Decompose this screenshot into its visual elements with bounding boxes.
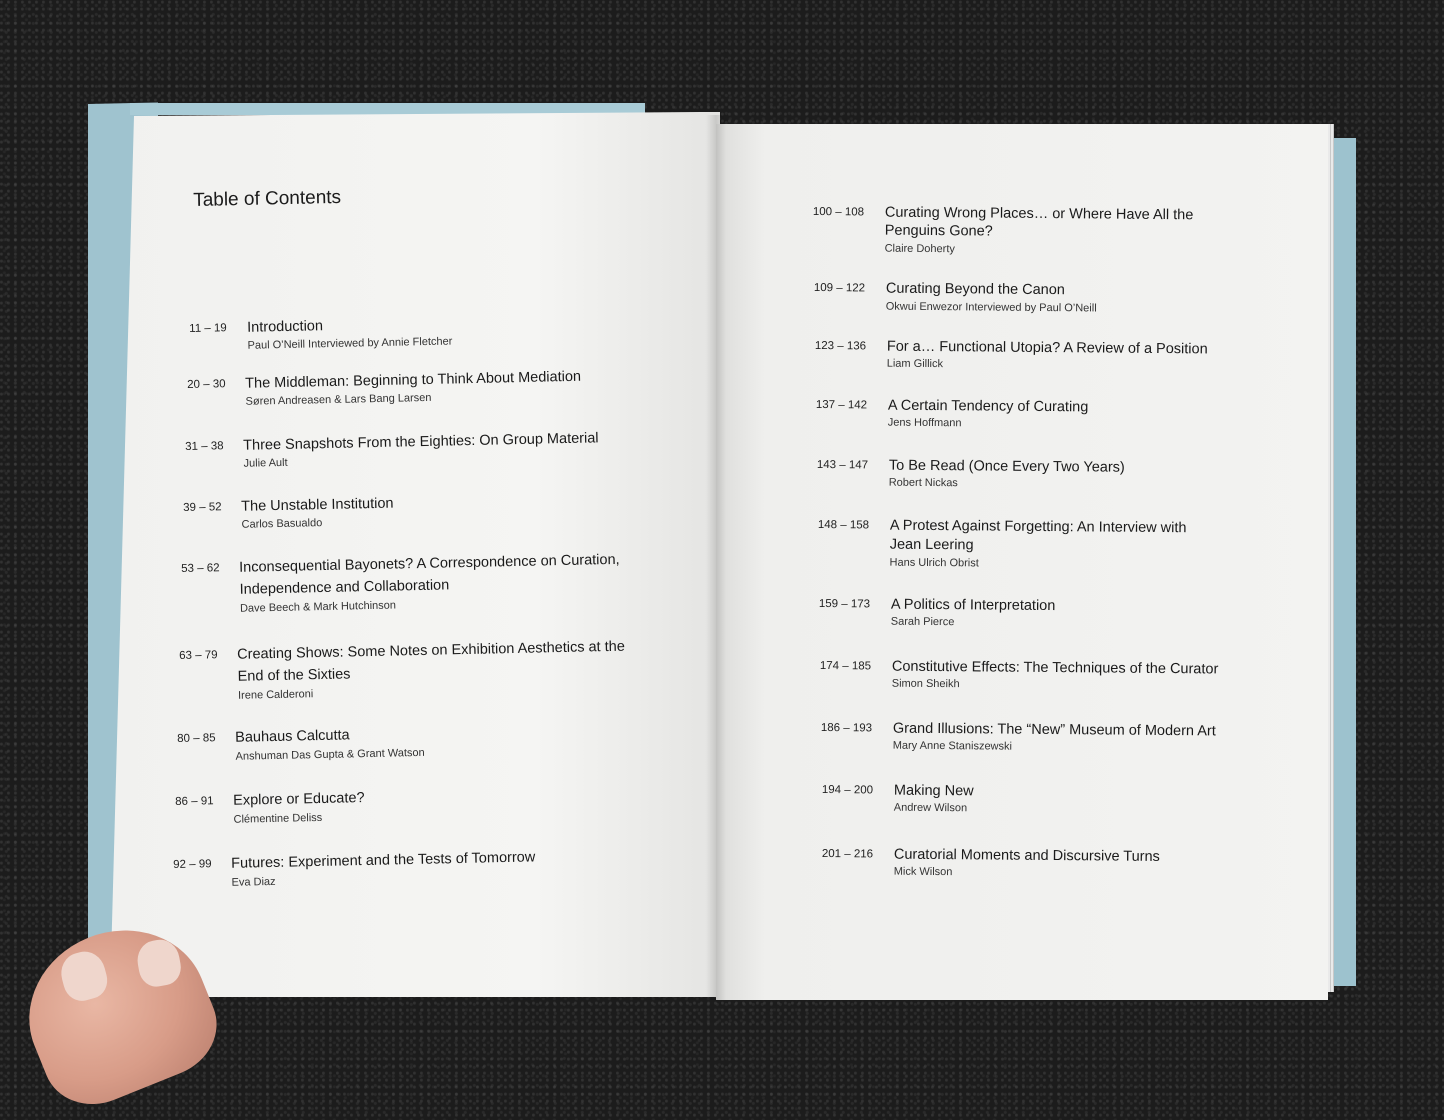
entry-title: Constitutive Effects: The Techniques of the Curator [891, 658, 1219, 678]
entry-title: Three Snapshots From the Eighties: On Group Material [243, 430, 599, 454]
right-page [716, 124, 1328, 1000]
entry-author: Hans Ulrich Obrist [889, 556, 979, 570]
entry-pages: 159 – 173 [818, 597, 871, 611]
book-gutter [706, 115, 726, 1000]
entry-title: Curating Wrong Places… or Where Have All the [884, 204, 1194, 224]
entry-title: Explore or Educate? [233, 790, 365, 809]
entry-title: Creating Shows: Some Notes on Exhibition Aesthetics at the [237, 638, 625, 663]
entry-pages: 92 – 99 [173, 858, 212, 871]
entry-author: Claire Doherty [884, 242, 955, 256]
entry-author: Clémentine Deliss [233, 811, 323, 826]
entry-pages: 123 – 136 [814, 339, 867, 353]
entry-author: Liam Gillick [886, 357, 944, 371]
entry-pages: 137 – 142 [815, 398, 868, 412]
entry-pages: 109 – 122 [813, 281, 866, 295]
entry-author: Okwui Enwezor Interviewed by Paul O’Neill [885, 300, 1097, 315]
entry-author: Jens Hoffmann [887, 416, 962, 430]
entry-title-line2: End of the Sixties [237, 666, 351, 685]
entry-pages: 31 – 38 [185, 440, 224, 453]
entry-pages: 80 – 85 [177, 732, 216, 745]
entry-author: Julie Ault [243, 456, 288, 470]
entry-author: Sarah Pierce [890, 615, 955, 629]
entry-title: Curating Beyond the Canon [885, 280, 1065, 299]
entry-title: Grand Illusions: The “New” Museum of Modern Art [892, 720, 1216, 740]
entry-author: Andrew Wilson [893, 801, 968, 815]
entry-title-line2: Independence and Collaboration [239, 577, 450, 598]
entry-title: A Certain Tendency of Curating [887, 397, 1089, 416]
entry-title: For a… Functional Utopia? A Review of a Position [886, 338, 1208, 358]
entry-pages: 63 – 79 [179, 649, 218, 662]
entry-author: Carlos Basualdo [241, 517, 323, 531]
entry-pages: 100 – 108 [812, 205, 865, 219]
entry-pages: 194 – 200 [821, 783, 874, 797]
entry-title-line2: Penguins Gone? [884, 222, 993, 240]
entry-pages: 53 – 62 [181, 562, 220, 575]
entry-title: The Middleman: Beginning to Think About Mediation [245, 368, 582, 392]
entry-title: Inconsequential Bayonets? A Correspondence on Curation, [239, 551, 620, 576]
entry-pages: 39 – 52 [183, 501, 222, 514]
entry-title-line2: Jean Leering [889, 536, 974, 554]
entry-author: Mary Anne Staniszewski [892, 739, 1013, 753]
toc-heading: Table of Contents [193, 186, 342, 211]
entry-title: Curatorial Moments and Discursive Turns [893, 846, 1160, 865]
entry-author: Søren Andreasen & Lars Bang Larsen [245, 391, 432, 408]
entry-title: The Unstable Institution [241, 495, 394, 515]
entry-title: Making New [893, 782, 974, 800]
entry-pages: 186 – 193 [820, 721, 873, 735]
entry-author: Paul O’Neill Interviewed by Annie Fletcher [247, 335, 453, 352]
entry-pages: 174 – 185 [819, 659, 872, 673]
entry-author: Simon Sheikh [891, 677, 960, 691]
entry-title: Introduction [247, 318, 324, 336]
entry-title: A Politics of Interpretation [890, 596, 1056, 615]
entry-author: Anshuman Das Gupta & Grant Watson [235, 746, 425, 763]
entry-pages: 143 – 147 [816, 458, 869, 472]
entry-pages: 148 – 158 [817, 518, 870, 532]
entry-title: Futures: Experiment and the Tests of Tomorrow [231, 849, 536, 872]
entry-title: Bauhaus Calcutta [235, 727, 350, 746]
entry-author: Mick Wilson [893, 865, 953, 879]
entry-pages: 86 – 91 [175, 795, 214, 808]
entry-title: To Be Read (Once Every Two Years) [888, 457, 1125, 476]
entry-author: Eva Diaz [231, 875, 276, 889]
entry-title: A Protest Against Forgetting: An Interview with [889, 517, 1187, 537]
entry-pages: 11 – 19 [189, 322, 227, 335]
entry-author: Robert Nickas [888, 476, 958, 490]
entry-author: Irene Calderoni [237, 688, 314, 702]
entry-pages: 201 – 216 [821, 847, 874, 861]
entry-pages: 20 – 30 [187, 378, 226, 391]
entry-author: Dave Beech & Mark Hutchinson [239, 599, 397, 615]
